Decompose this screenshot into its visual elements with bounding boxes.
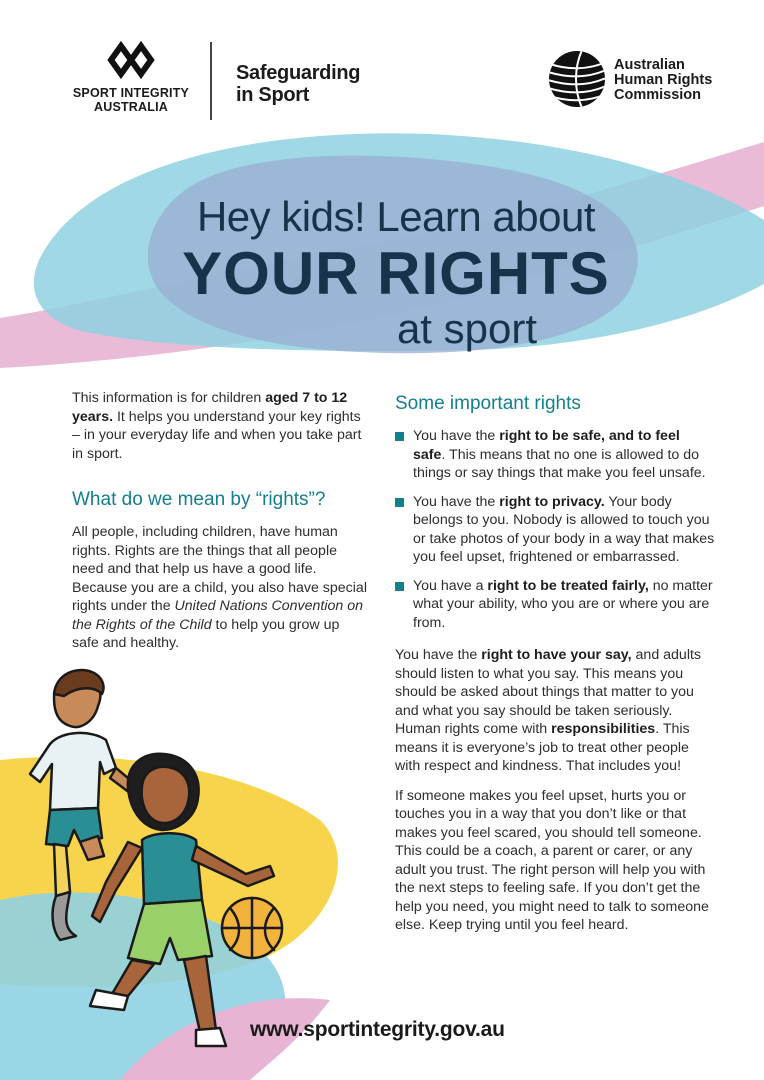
title-line-1: Hey kids! Learn about <box>196 193 596 240</box>
list-item: You have the right to privacy. Your body belongs to you. Nobody is allowed to touch you or take photos of your body in a way that makes you feel upset, frightened or embarrassed. <box>395 493 715 567</box>
safeguarding-in-sport-logo: Safeguarding in Sport <box>236 62 361 106</box>
have-your-say-paragraph: You have the right to have your say, and adults should listen to what you say. This means you should be asked about things that matter to you and what you say should be taken seriously. Human rights come with responsibilities. This means it is everyone’s job to treat other people with respect and kindness. That includes you! <box>395 647 702 774</box>
list-item: You have a right to be treated fairly, no matter what your ability, who you are or where you are from. <box>395 577 715 633</box>
kids-playing-illustration <box>20 660 320 1060</box>
get-help-paragraph: If someone makes you feel upset, hurts you or touches you in a way that you don’t like or that makes you feel scared, you should tell someone. This could be a coach, a parent or carer, or any adult you trust. The right person will help you with the next steps to feeling safe. If you don’t get the help you need, you might need to talk to someone else. Keep trying until you feel heard. <box>395 787 709 933</box>
bullet-square-icon <box>395 582 404 591</box>
sport-integrity-logo <box>72 40 190 114</box>
girl-figure <box>90 754 282 1046</box>
right-column <box>395 392 715 935</box>
left-column <box>72 389 370 653</box>
bullet-square-icon <box>395 432 404 441</box>
rights-paragraph: All people, including children, have human rights. Rights are the things that all people need and that help us have a good life. Because you are a child, you also have special rights under the United Nations Convention on the Rights of the Child to help you grow up safe and healthy. <box>72 524 367 651</box>
sport-integrity-logo-text: SPORT INTEGRITY AUSTRALIA <box>72 86 190 114</box>
page-title <box>0 192 764 352</box>
globe-icon <box>548 50 606 108</box>
footer-url[interactable]: www.sportintegrity.gov.au <box>250 1018 505 1041</box>
title-line-3: at sport <box>396 305 538 352</box>
rights-heading: What do we mean by “rights”? <box>72 489 326 510</box>
intro-paragraph: This information is for children aged 7 to 12 years. It helps you understand your key rights – in your everyday life and when you take part in sport. <box>72 390 362 462</box>
important-rights-heading: Some important rights <box>395 393 581 414</box>
boy-figure <box>30 670 140 940</box>
bullet-square-icon <box>395 498 404 507</box>
title-line-2: YOUR RIGHTS <box>182 240 610 307</box>
list-item: You have the right to be safe, and to feel safe. This means that no one is allowed to do things or say things that make you feel unsafe. <box>395 427 715 483</box>
ahrc-logo-text: Australian Human Rights Commission <box>614 57 713 103</box>
header-divider <box>210 42 212 120</box>
rights-list <box>395 427 715 632</box>
sport-integrity-mark-icon <box>105 40 157 80</box>
